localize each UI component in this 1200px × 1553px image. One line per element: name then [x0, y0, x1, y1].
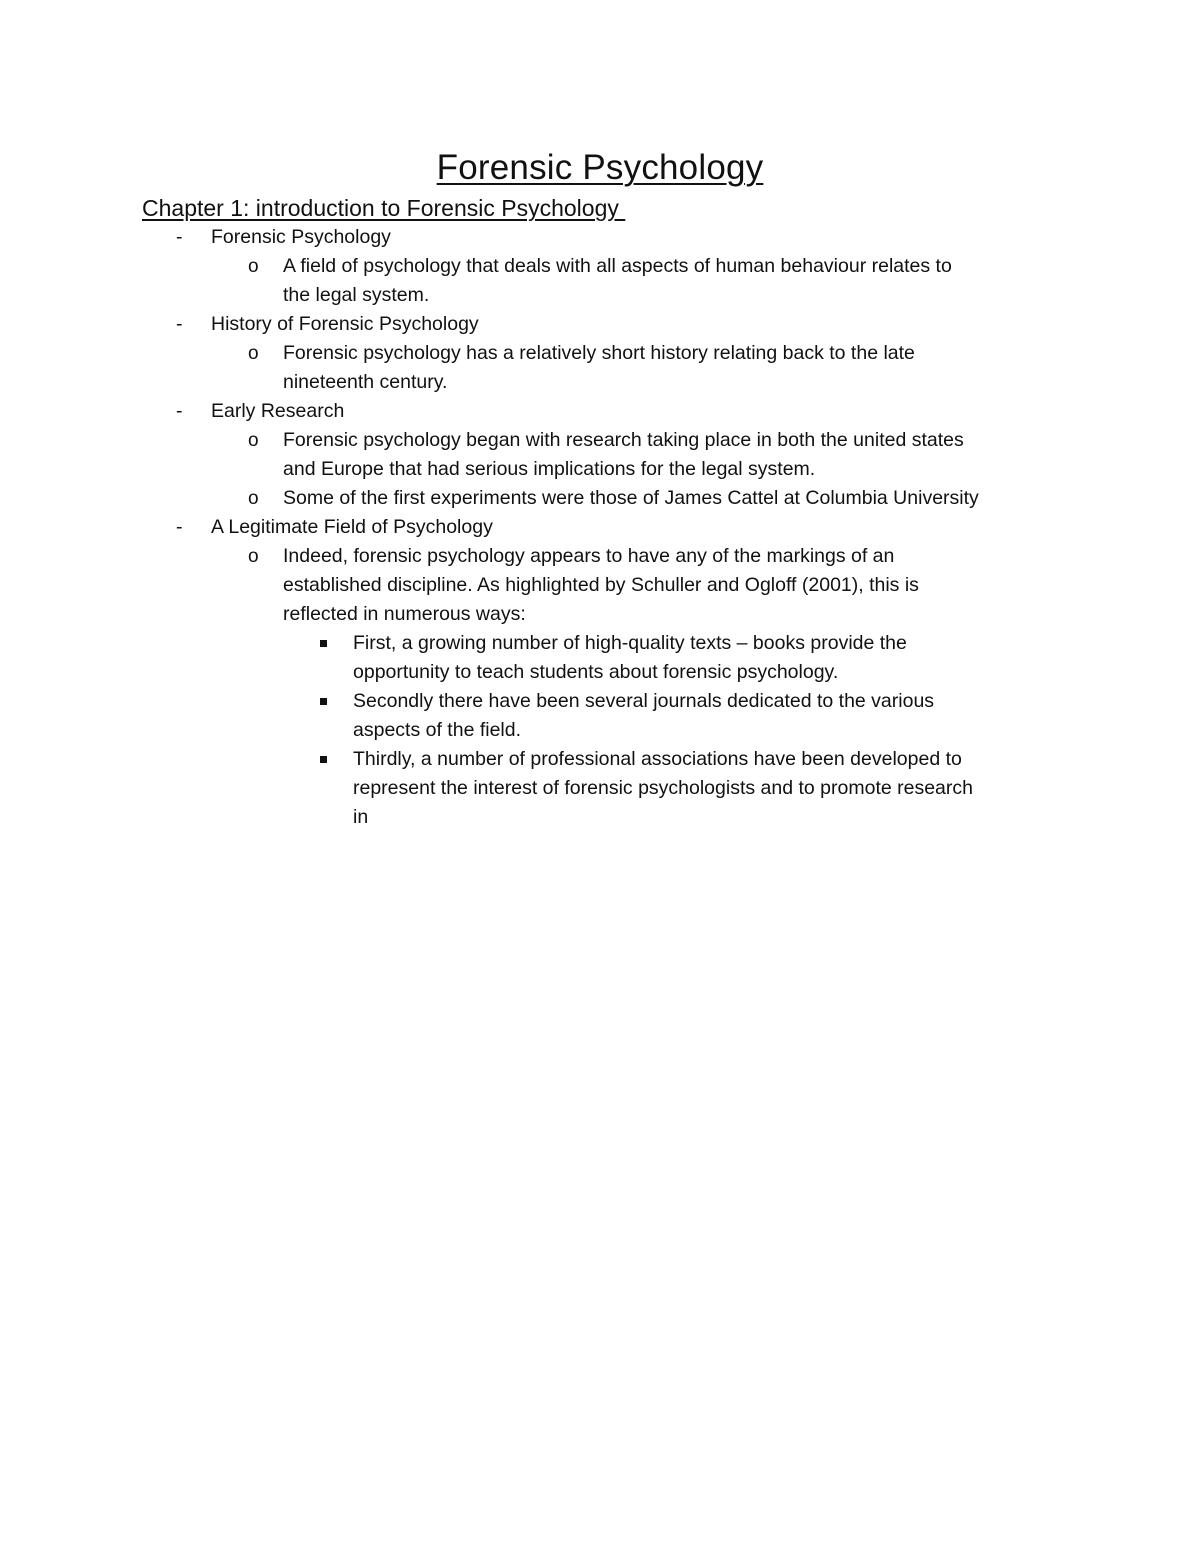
circle-bullet-icon: o [248, 488, 259, 509]
chapter-heading: Chapter 1: introduction to Forensic Psychology [142, 195, 626, 221]
outline-subpoint-continued: opportunity to teach students about forensic psychology. [353, 661, 839, 683]
outline-subpoint-continued: in [353, 806, 369, 828]
circle-bullet-icon: o [248, 343, 259, 364]
dash-bullet-icon: - [176, 313, 183, 335]
notes-outline [0, 223, 1200, 832]
outline-point-continued: established discipline. As highlighted by Schuller and Ogloff (2001), this is [283, 574, 919, 596]
outline-subpoint-continued: aspects of the field. [353, 719, 522, 741]
outline-point: o Indeed, forensic psychology appears to have any of the markings of an [0, 542, 1200, 571]
outline-point: o Forensic psychology has a relatively short history relating back to the late [0, 339, 1200, 368]
outline-point-continued: and Europe that had serious implications for the legal system. [283, 458, 816, 480]
outline-point-continued: nineteenth century. [283, 371, 448, 393]
outline-point: o Forensic psychology began with research taking place in both the united states [0, 426, 1200, 455]
dash-bullet-icon: - [176, 516, 183, 538]
outline-heading: - A Legitimate Field of Psychology [0, 513, 1200, 542]
square-bullet-icon [320, 756, 327, 763]
outline-point-continued: reflected in numerous ways: [283, 603, 526, 625]
outline-subpoint-continued: represent the interest of forensic psychologists and to promote research [353, 777, 973, 799]
outline-subpoint: Secondly there have been several journals dedicated to the various [0, 687, 1200, 716]
square-bullet-icon [320, 698, 327, 705]
dash-bullet-icon: - [176, 226, 183, 248]
circle-bullet-icon: o [248, 430, 259, 451]
square-bullet-icon [320, 640, 327, 647]
outline-heading: - Forensic Psychology [0, 223, 1200, 252]
dash-bullet-icon: - [176, 400, 183, 422]
outline-point: o Some of the first experiments were those of James Cattel at Columbia University [0, 484, 1200, 513]
outline-heading: - Early Research [0, 397, 1200, 426]
outline-point: o A field of psychology that deals with all aspects of human behaviour relates to [0, 252, 1200, 281]
circle-bullet-icon: o [248, 546, 259, 567]
outline-point-continued: the legal system. [283, 284, 430, 306]
outline-subpoint: First, a growing number of high-quality texts – books provide the [0, 629, 1200, 658]
outline-heading: - History of Forensic Psychology [0, 310, 1200, 339]
document-title: Forensic Psychology [436, 148, 764, 187]
circle-bullet-icon: o [248, 256, 259, 277]
outline-subpoint: Thirdly, a number of professional associations have been developed to [0, 745, 1200, 774]
